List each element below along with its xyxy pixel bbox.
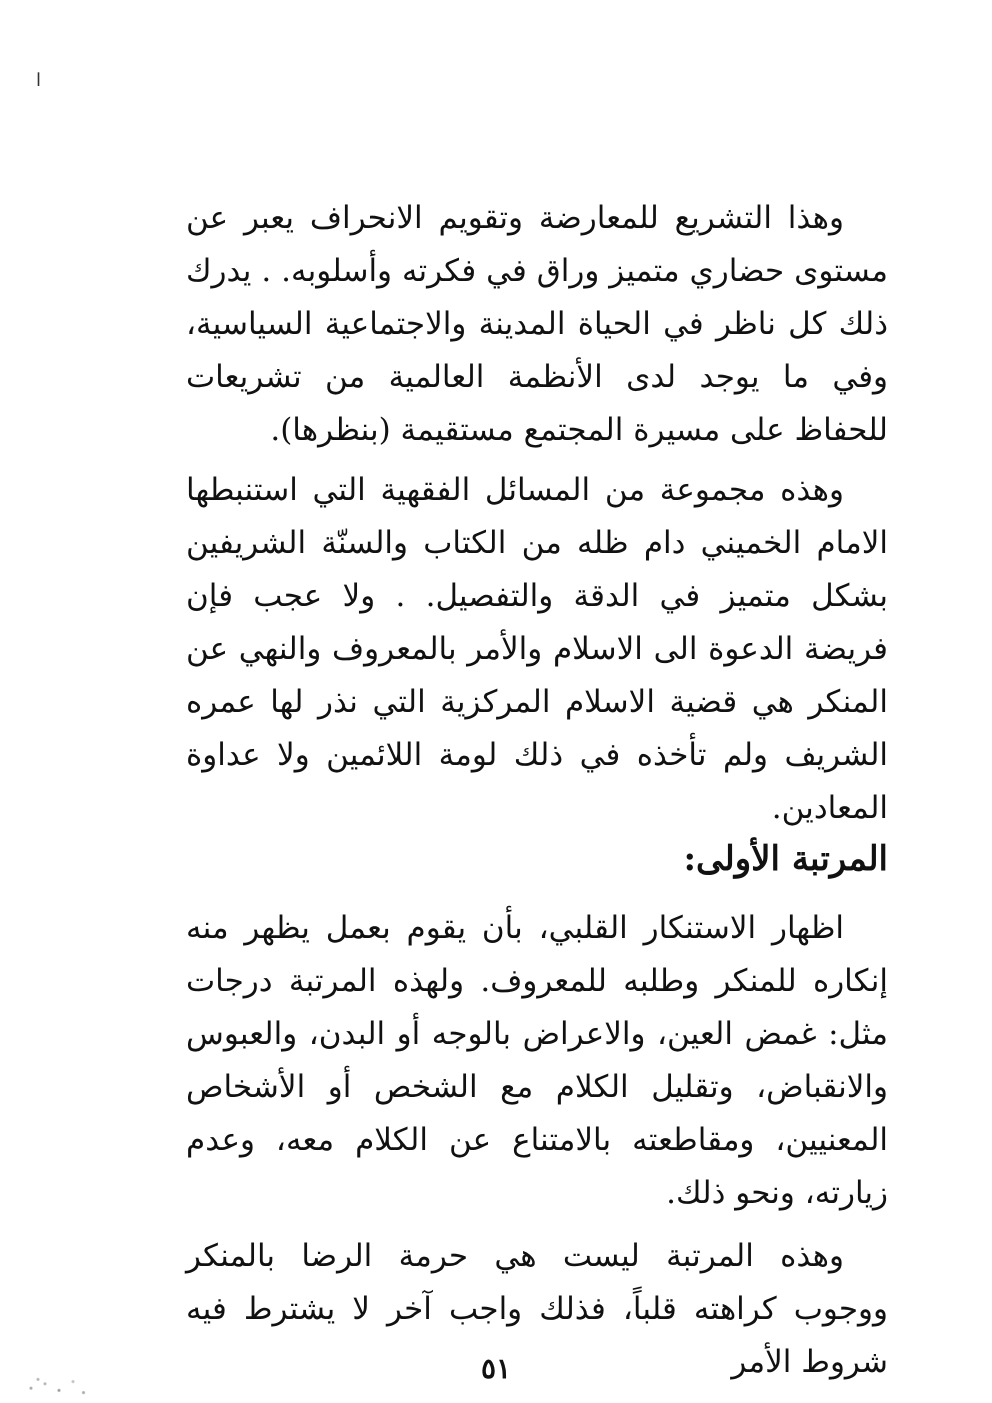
paragraph-text: اظهار الاستنكار القلبي، بأن يقوم بعمل يظهر منه إنكاره للمنكر وطلبه للمعروف. ولهذه المرتبة درجات مثل: غمض العين، والاعراض بالوجه أو البدن، والعبوس والانقباض، وتقليل الكلام مع الشخص أو الأشخاص المعنيين، ومقاطعته بالامتناع عن الكلام معه، وعدم زيارته، ونحو ذلك. xyxy=(186,910,888,1211)
corner-mark: ا xyxy=(36,70,42,91)
section-heading: المرتبة الأولى: xyxy=(683,839,888,879)
paragraph-legislation xyxy=(186,192,888,457)
paragraph-first-rank xyxy=(186,902,888,1220)
page-number: ٥١ xyxy=(480,1352,512,1385)
paragraph-jurisprudence xyxy=(186,464,888,835)
paragraph-text: وهذه المرتبة ليست هي حرمة الرضا بالمنكر ووجوب كراهته قلباً، فذلك واجب آخر لا يشترط فيه شروط الأمر xyxy=(186,1238,888,1380)
paragraph-text: وهذا التشريع للمعارضة وتقويم الانحراف يعبر عن مستوى حضاري متميز وراق في فكرته وأسلوبه. . يدرك ذلك كل ناظر في الحياة المدينة والاجتماعية السياسية، وفي ما يوجد لدى الأنظمة العالمية من تشريعات للحفاظ على مسيرة المجتمع مستقيمة (بنظرها). xyxy=(186,200,888,448)
paragraph-text: وهذه مجموعة من المسائل الفقهية التي استنبطها الامام الخميني دام ظله من الكتاب والسنّة الشريفين بشكل متميز في الدقة والتفصيل. . ولا عجب فإن فريضة الدعوة الى الاسلام والأمر بالمعروف والنهي عن المنكر هي قضية الاسلام المركزية التي نذر لها عمره الشريف ولم تأخذه في ذلك لومة اللائمين ولا عداوة المعادين. xyxy=(186,472,888,826)
scan-artifact xyxy=(24,1375,94,1397)
